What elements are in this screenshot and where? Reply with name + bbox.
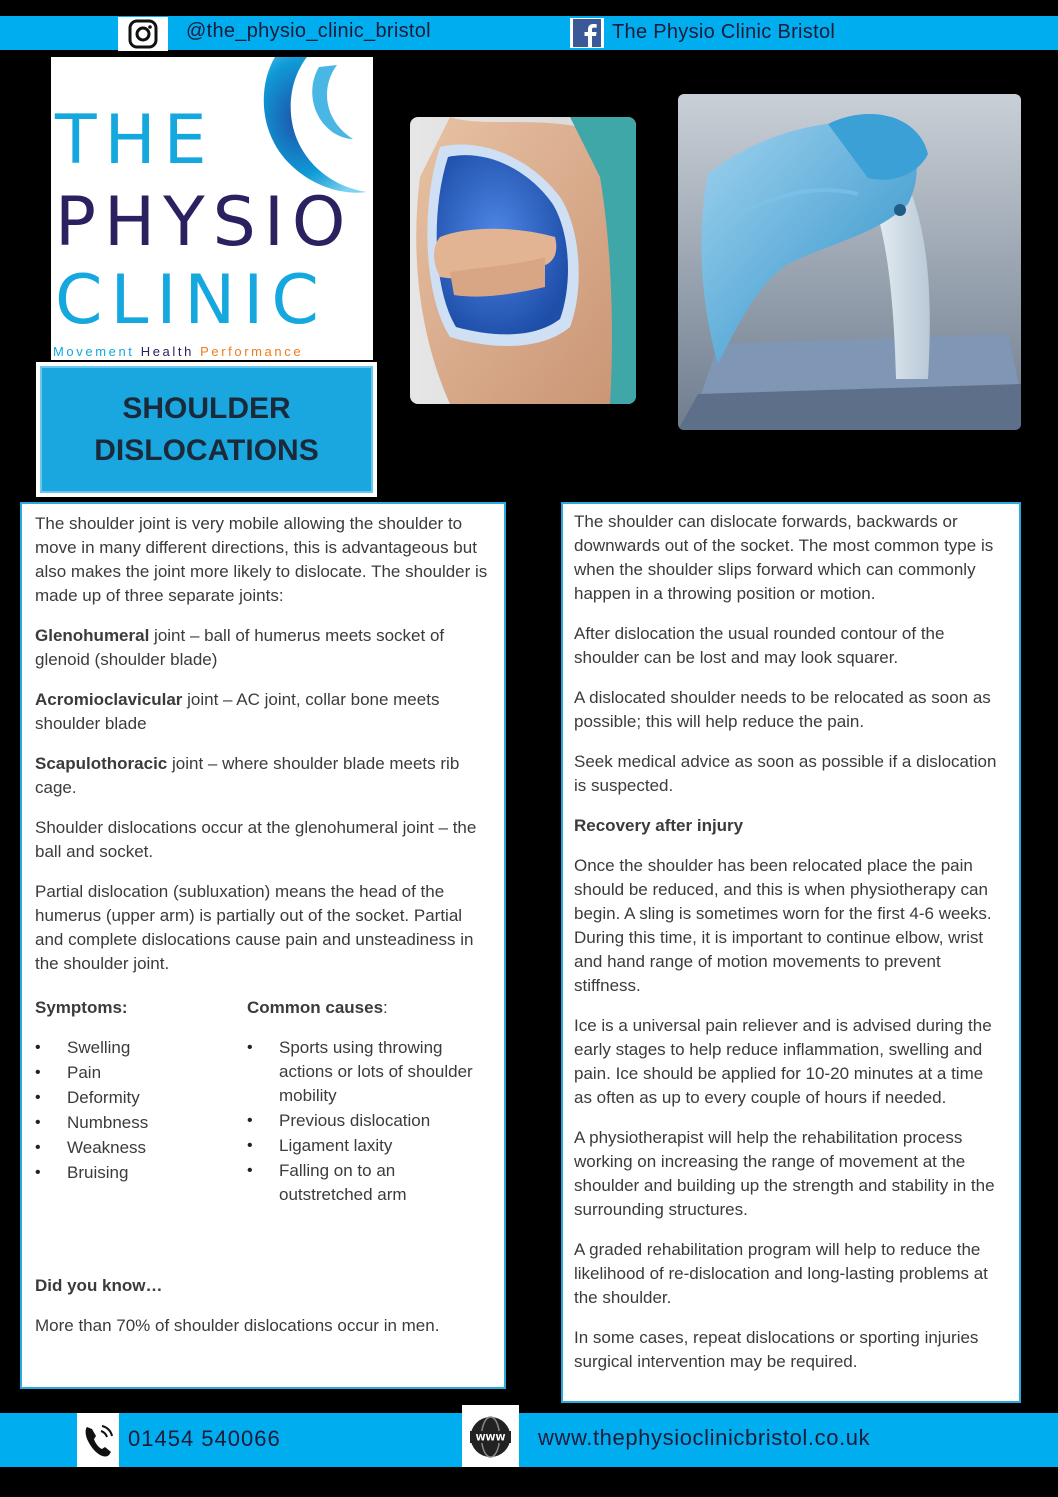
- paragraph: A graded rehabilitation program will help to reduce the likelihood of re-dislocation and long-lasting problems at the shoulder.: [574, 1240, 988, 1307]
- joint-desc: – where shoulder blade meets rib cage.: [35, 754, 460, 797]
- joint-acromioclavicular: [35, 688, 490, 736]
- did-you-know: [35, 1274, 485, 1354]
- instagram-handle[interactable]: @the_physio_clinic_bristol: [186, 20, 431, 42]
- joint-term: Scapulothoracic: [35, 754, 168, 773]
- joint-word: joint: [167, 754, 204, 773]
- joint-term: Glenohumeral: [35, 626, 150, 645]
- paragraph: After dislocation the usual rounded contour of the shoulder can be lost and may look squarer.: [574, 624, 945, 667]
- paragraph: Once the shoulder has been relocated place the pain should be reduced, and this is when physiotherapy can begin. A sling is sometimes worn for the first 4-6 weeks. During this time, it is important to continue elbow, wrist and hand range of motion movements to prevent stiffness.: [574, 856, 992, 995]
- phone-number[interactable]: 01454 540066: [128, 1426, 281, 1451]
- logo-swoosh-icon: [247, 57, 373, 203]
- causes-column: [247, 996, 477, 1208]
- partial-paragraph: Partial dislocation (subluxation) means the head of the humerus (upper arm) is partially out of the socket. Partial and complete dislocations cause pain and unsteadiness in the shoulder joint.: [35, 882, 474, 973]
- www-icon-label: WWW: [475, 1433, 506, 1444]
- social-bar: [0, 16, 1058, 50]
- did-you-know-text: More than 70% of shoulder dislocations occur in men.: [35, 1316, 440, 1335]
- joint-glenohumeral: [35, 624, 490, 672]
- right-content-panel: [561, 502, 1021, 1403]
- facebook-icon[interactable]: [570, 18, 604, 48]
- list-item: • Swelling: [35, 1036, 235, 1060]
- page-title: SHOULDER DISLOCATIONS: [94, 391, 319, 467]
- list-item: • Previous dislocation: [247, 1109, 477, 1133]
- facebook-name[interactable]: The Physio Clinic Bristol: [612, 21, 836, 43]
- shoulder-model-photo: [678, 94, 1021, 430]
- list-item: • Weakness: [35, 1136, 235, 1160]
- paragraph: Seek medical advice as soon as possible if a dislocation is suspected.: [574, 752, 997, 795]
- symptoms-causes-section: [35, 996, 490, 1204]
- logo-tagline: [53, 344, 303, 359]
- list-item: • Falling on to an outstretched arm: [247, 1159, 477, 1207]
- clinic-logo: [51, 57, 373, 360]
- logo-word-physio: PHYSIO: [55, 183, 354, 262]
- logo-word-the: THE: [55, 101, 215, 180]
- instagram-icon[interactable]: [118, 17, 168, 51]
- intro-paragraph: The shoulder joint is very mobile allowing the shoulder to move in many different directions, this is advantageous but also makes the joint more likely to dislocate. The shoulder is made up of three separate joints:: [35, 514, 488, 605]
- list-item: • Bruising: [35, 1161, 235, 1185]
- symptoms-column: [35, 996, 235, 1186]
- causes-heading-text: Common causes: [247, 998, 384, 1017]
- left-content-panel: [20, 502, 506, 1389]
- joint-scapulothoracic: [35, 752, 490, 800]
- paragraph: A dislocated shoulder needs to be relocated as soon as possible; this will help reduce the pain.: [574, 688, 991, 731]
- joint-desc: – ball of humerus meets socket of glenoid (shoulder blade): [35, 626, 445, 669]
- logo-word-clinic: CLINIC: [55, 261, 327, 340]
- paragraph: In some cases, repeat dislocations or sporting injuries surgical intervention may be required.: [574, 1328, 979, 1371]
- paragraph: Ice is a universal pain reliever and is advised during the early stages to help reduce inflammation, swelling and pain. Ice should be applied for 10-20 minutes at a time as often as up to every couple of hours if needed.: [574, 1016, 992, 1107]
- symptoms-list: [35, 1036, 235, 1185]
- causes-list: [247, 1036, 477, 1207]
- joint-term: Acromioclavicular: [35, 690, 183, 709]
- website-link[interactable]: www.thephysioclinicbristol.co.uk: [538, 1425, 871, 1450]
- list-item: • Numbness: [35, 1111, 235, 1135]
- joint-word: joint: [182, 690, 219, 709]
- tagline-movement: Movement: [53, 344, 135, 359]
- paragraph: The shoulder can dislocate forwards, backwards or downwards out of the socket. The most common type is when the shoulder slips forward which can commonly happen in a throwing position or motion.: [574, 512, 994, 603]
- list-item: • Ligament laxity: [247, 1134, 477, 1158]
- globe-www-icon[interactable]: [462, 1405, 519, 1467]
- recovery-heading: Recovery after injury: [574, 816, 744, 835]
- phone-icon[interactable]: [77, 1413, 119, 1467]
- symptoms-heading: Symptoms:: [35, 998, 128, 1017]
- occur-paragraph: Shoulder dislocations occur at the glenohumeral joint – the ball and socket.: [35, 818, 477, 861]
- joint-word: joint: [149, 626, 186, 645]
- contact-bar: [0, 1413, 1058, 1467]
- tagline-performance: Performance: [200, 344, 304, 359]
- paragraph: A physiotherapist will help the rehabilitation process working on increasing the range of movement at the shoulder and building up the strength and stability in the surrounding structures.: [574, 1128, 995, 1219]
- title-box: [36, 362, 377, 497]
- joint-desc: – AC joint, collar bone meets shoulder blade: [35, 690, 440, 733]
- list-item: • Sports using throwing actions or lots of shoulder mobility: [247, 1036, 477, 1108]
- ice-pack-photo: [410, 117, 636, 404]
- did-you-know-heading: Did you know…: [35, 1276, 163, 1295]
- causes-heading: [247, 996, 477, 1020]
- causes-colon: :: [383, 998, 388, 1017]
- list-item: • Deformity: [35, 1086, 235, 1110]
- tagline-health: Health: [140, 344, 194, 359]
- list-item: • Pain: [35, 1061, 235, 1085]
